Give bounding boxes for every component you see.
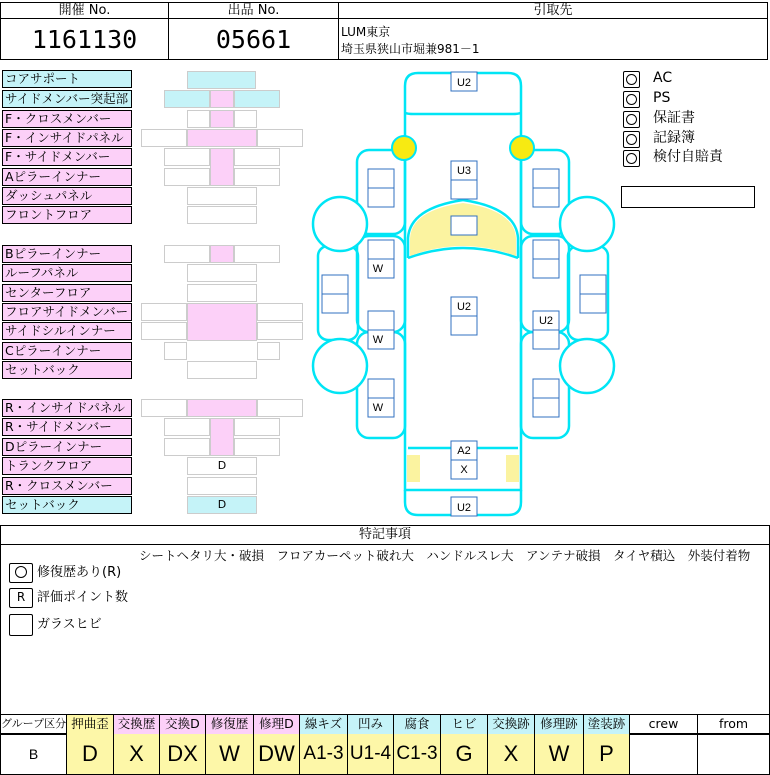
remarks-text: シートヘタリ大・破損 フロアカーペット破れ大 ハンドルスレ大 アンテナ破損 タイヤ積込 外装付着物 <box>139 548 751 563</box>
option-warranty: 保証書 <box>653 110 695 126</box>
part-label: フロントフロア <box>2 206 132 224</box>
grade-value: W <box>206 734 254 774</box>
grade-header: 交換D <box>160 715 206 734</box>
part-label: フロアサイドメンバー <box>2 303 132 321</box>
grade-value: U1-4 <box>348 734 394 774</box>
grade-value: X <box>114 734 160 774</box>
hood-code: U3 <box>456 165 472 177</box>
option-ac: AC <box>653 70 673 86</box>
part-label: ダッシュパネル <box>2 187 132 205</box>
grade-value <box>698 734 769 774</box>
option-check-ac[interactable] <box>623 71 640 88</box>
auction-no-label: 開催 No. <box>1 3 168 19</box>
options-list <box>622 70 762 170</box>
grade-value: C1-3 <box>394 734 441 774</box>
grade-header: 修理跡 <box>535 715 584 734</box>
option-ps: PS <box>653 90 671 106</box>
part-label: センターフロア <box>2 284 132 302</box>
part-label: F・インサイドパネル <box>2 129 132 147</box>
left-front-door-code: W <box>372 263 384 275</box>
grade-header: 腐食 <box>394 715 441 734</box>
part-label: トランクフロア <box>2 457 132 475</box>
circle-icon <box>626 114 637 125</box>
grade-value: G <box>441 734 488 774</box>
front-code: U2 <box>456 77 472 89</box>
remarks-section <box>0 525 770 715</box>
lot-no-label: 出品 No. <box>169 3 338 19</box>
part-label: Dピラーインナー <box>2 438 132 456</box>
trunk-floor-mark: D <box>217 459 227 472</box>
option-check-ps[interactable] <box>623 91 640 108</box>
lot-no-value: 05661 <box>215 25 292 54</box>
legend-points-box <box>9 588 33 608</box>
pickup-line2: 埼玉県狭山市堀兼981－1 <box>341 42 480 56</box>
part-label: ルーフパネル <box>2 264 132 282</box>
grade-header: from <box>718 716 749 731</box>
wheel-rear-left <box>313 339 367 393</box>
option-extra-box <box>621 186 755 208</box>
grade-value: W <box>535 734 584 774</box>
auction-no-value: 1161130 <box>31 25 138 54</box>
circle-icon <box>626 74 637 85</box>
part-label: R・インサイドパネル <box>2 399 132 417</box>
part-label: Aピラーインナー <box>2 168 132 186</box>
legend-glass-box <box>9 614 33 636</box>
legend-repair-box <box>9 563 33 583</box>
part-label: F・クロスメンバー <box>2 110 132 128</box>
grade-header: 塗装跡 <box>584 715 630 734</box>
trunk-code-2: X <box>460 464 468 476</box>
part-label: Bピラーインナー <box>2 245 132 263</box>
option-records: 記録簿 <box>653 130 695 146</box>
part-label: セットバック <box>2 496 132 514</box>
grade-value: X <box>488 734 535 774</box>
legend-points-symbol: R <box>16 590 26 604</box>
legend-repair-label: 修復歴あり(R) <box>37 565 122 580</box>
part-label: サイドシルインナー <box>2 322 132 340</box>
grade-header: 線キズ <box>300 715 348 734</box>
pickup-label: 引取先 <box>339 3 767 19</box>
trunk-code-1: A2 <box>457 445 471 457</box>
roof-code: U2 <box>456 301 472 313</box>
grade-value: D <box>67 734 114 774</box>
grade-header: 交換跡 <box>488 715 535 734</box>
headlight-left <box>392 136 416 160</box>
option-check-records[interactable] <box>623 131 640 148</box>
circle-icon <box>626 153 637 164</box>
circle-icon <box>626 94 637 105</box>
grade-header: crew <box>630 715 698 734</box>
wheel-front-right <box>560 197 614 251</box>
part-label: R・クロスメンバー <box>2 477 132 495</box>
part-label: R・サイドメンバー <box>2 418 132 436</box>
grade-value: DW <box>254 734 300 774</box>
grade-header: 押曲歪 <box>67 715 114 734</box>
option-check-warranty[interactable] <box>623 111 640 128</box>
right-side-code: U2 <box>538 315 554 327</box>
grade-header: グループ区分 <box>1 715 67 734</box>
grade-value: B <box>1 734 67 774</box>
wheel-rear-right <box>560 339 614 393</box>
headlight-right <box>510 136 534 160</box>
grade-header: 修理D <box>254 715 300 734</box>
grade-value: P <box>584 734 630 774</box>
grade-value: A1-3 <box>300 734 348 774</box>
grade-header: 修復歴 <box>206 715 254 734</box>
left-rear-door-code: W <box>372 334 384 346</box>
grade-value: DX <box>160 734 206 774</box>
part-label: Cピラーインナー <box>2 342 132 360</box>
remarks-title: 特記事項 <box>1 526 769 545</box>
part-label: セットバック <box>2 361 132 379</box>
grades-table <box>0 714 770 775</box>
left-rear-quarter-code: W <box>372 402 384 414</box>
legend-glass-label: ガラスヒビ <box>37 617 102 632</box>
part-label: コアサポート <box>2 70 132 88</box>
circle-icon <box>15 566 27 578</box>
rear-code: U2 <box>456 502 472 514</box>
circle-icon <box>626 134 637 145</box>
grade-value <box>630 734 698 774</box>
part-label: F・サイドメンバー <box>2 148 132 166</box>
wheel-front-left <box>313 197 367 251</box>
part-label: サイドメンバー突起部 <box>2 90 132 108</box>
option-check-insurance[interactable] <box>623 150 640 167</box>
grade-header: 交換歴 <box>114 715 160 734</box>
grade-header: 凹み <box>348 715 394 734</box>
legend-points-label: 評価ポイント数 <box>37 590 129 605</box>
pickup-line1: LUM東京 <box>341 25 391 39</box>
set-back-mark: D <box>217 498 227 511</box>
option-insurance: 検付自賠責 <box>653 149 723 165</box>
grade-header: ヒビ <box>441 715 488 734</box>
